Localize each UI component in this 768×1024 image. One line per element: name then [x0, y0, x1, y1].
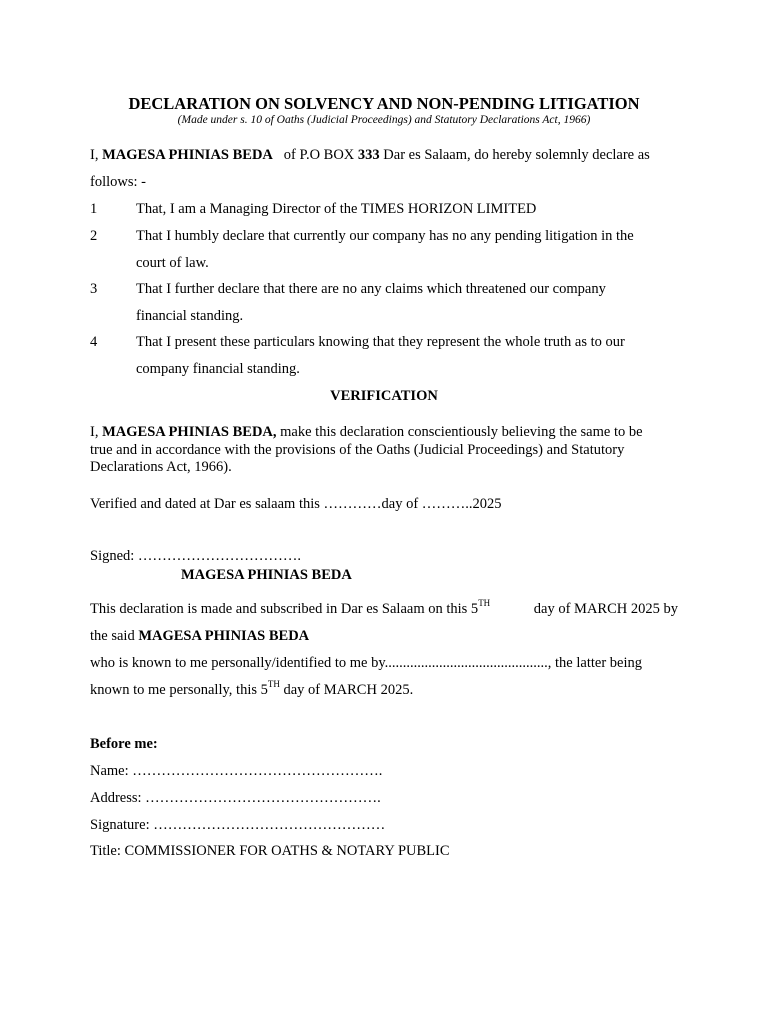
- item-text: That, I am a Managing Director of the TIMES HORIZON LIMITED: [136, 201, 537, 217]
- verification-line-3: Declarations Act, 1966).: [90, 459, 232, 475]
- subscription-line-2: [90, 628, 309, 645]
- item-text: financial standing.: [136, 308, 244, 324]
- item-number: 1: [90, 201, 98, 217]
- verification-heading: VERIFICATION: [330, 388, 438, 404]
- intro-middle: of P.O BOX: [283, 147, 355, 163]
- intro-line-1: [90, 147, 650, 164]
- intro-line-2: follows: -: [90, 174, 146, 190]
- subscription-line-4: [90, 679, 414, 699]
- signatory-name: MAGESA PHINIAS BEDA: [181, 567, 352, 583]
- superscript-th: TH: [478, 598, 491, 608]
- subscription-prefix: the said: [90, 628, 135, 644]
- commissioner-signature-line: Signature: …………………………………………: [90, 817, 386, 833]
- subscription-text: This declaration is made and subscribed in Dar es Salaam on this 5: [90, 601, 479, 617]
- item-text: court of law.: [136, 255, 209, 271]
- verified-dated-line: Verified and dated at Dar es salaam this …………day of ………..2025: [90, 496, 502, 512]
- verification-prefix: I,: [90, 424, 99, 440]
- item-text: That I present these particulars knowing that they represent the whole truth as to our: [136, 334, 625, 350]
- verification-line-1-rest: make this declaration conscientiously believing the same to be: [280, 424, 643, 440]
- superscript-th: TH: [267, 679, 280, 689]
- commissioner-address-line: Address: ………………………………………….: [90, 790, 381, 806]
- subscription-line-1: [90, 598, 678, 618]
- verification-line-1: [90, 424, 643, 441]
- document-subtitle: (Made under s. 10 of Oaths (Judicial Proceedings) and Statutory Declarations Act, 1966): [177, 114, 591, 126]
- item-number: 4: [90, 334, 98, 350]
- verification-name: MAGESA PHINIAS BEDA,: [102, 424, 277, 440]
- subscription-line-4-text: known to me personally, this 5: [90, 682, 268, 698]
- item-text: That I further declare that there are no any claims which threatened our company: [136, 281, 606, 297]
- before-me-heading: Before me:: [90, 736, 158, 752]
- po-box-number: 333: [357, 147, 380, 163]
- item-text: That I humbly declare that currently our company has no any pending litigation in the: [136, 228, 634, 244]
- subscription-line-4-rest: day of MARCH 2025.: [279, 682, 414, 698]
- intro-prefix: I,: [90, 147, 99, 163]
- item-number: 3: [90, 281, 98, 297]
- subscription-text-rest: day of MARCH 2025 by: [533, 601, 678, 617]
- subscription-name: MAGESA PHINIAS BEDA: [138, 628, 310, 644]
- intro-suffix: Dar es Salaam, do hereby solemnly declare as: [383, 147, 650, 163]
- document-title: DECLARATION ON SOLVENCY AND NON-PENDING LITIGATION: [128, 94, 640, 113]
- declarant-name: MAGESA PHINIAS BEDA: [102, 147, 273, 163]
- verification-line-2: true and in accordance with the provisions of the Oaths (Judicial Proceedings) and Statutory: [90, 442, 625, 458]
- commissioner-name-line: Name: …………………………………………….: [90, 763, 383, 779]
- signed-line: Signed: …………………………….: [90, 548, 302, 564]
- item-text: company financial standing.: [136, 361, 300, 377]
- subscription-line-3: who is known to me personally/identified to me by............................................., the latter being: [90, 655, 642, 671]
- item-number: 2: [90, 228, 98, 244]
- commissioner-title-line: Title: COMMISSIONER FOR OATHS & NOTARY PUBLIC: [90, 843, 450, 859]
